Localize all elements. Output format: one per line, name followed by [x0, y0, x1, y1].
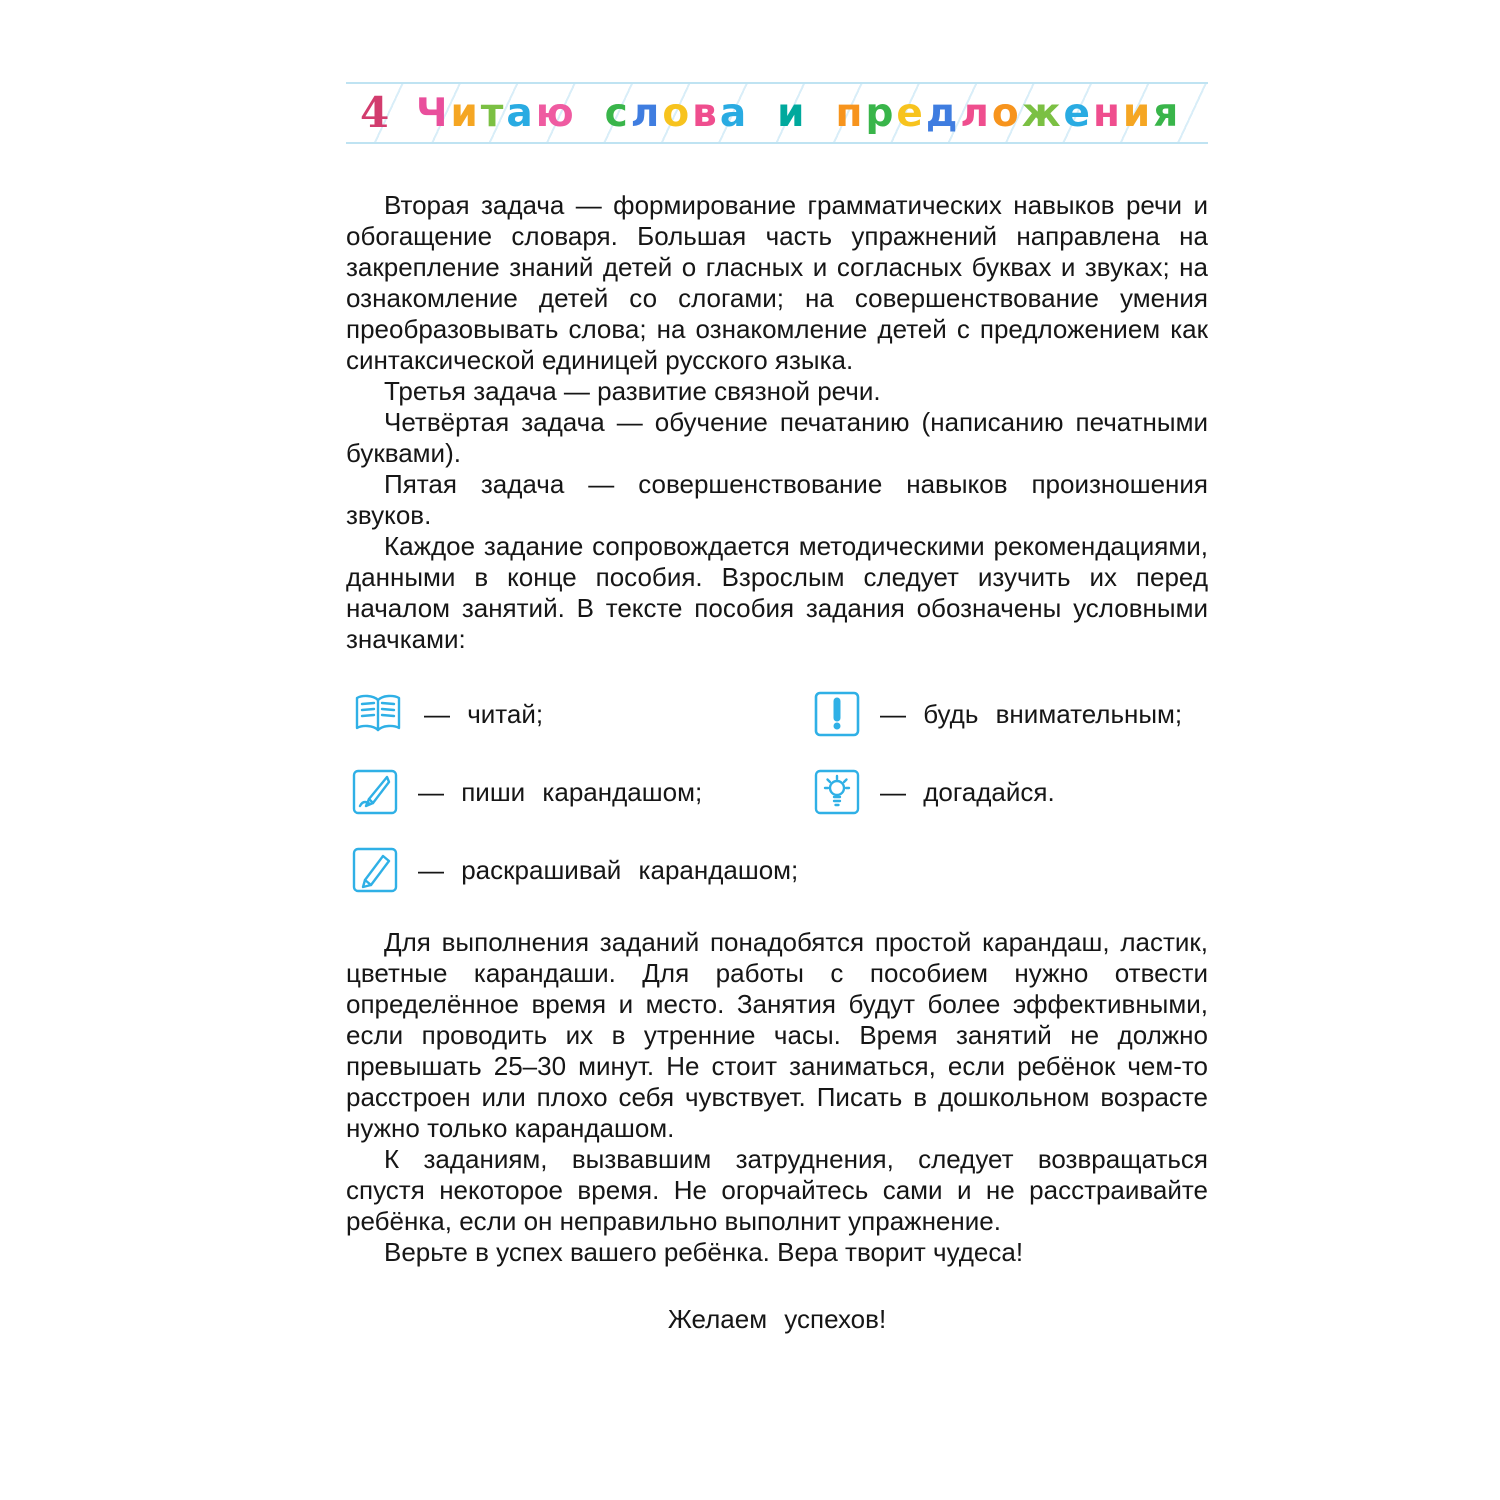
paragraph-materials: Для выполнения заданий понадобятся простой карандаш, ластик, цветные карандаши. Для работы с пособием нужно отвести определённое время и место. Занятия будут более эффективными, если проводить их в утренние часы. Время занятий не должно превышать 25–30 минут. Не стоит заниматься, если ребёнок чем-то расстроен или плохо себя чувствует. Писать в дошкольном возрасте нужно только карандашом. — [346, 927, 1208, 1143]
legend-label-read: — читай; — [424, 698, 544, 729]
legend-label-attention: — будь внимательным; — [880, 698, 1183, 729]
attention-icon — [814, 691, 860, 737]
paragraph-believe: Верьте в успех вашего ребёнка. Вера творит чудеса! — [384, 1237, 1024, 1267]
legend-item-attention — [814, 691, 1208, 737]
paragraph-task-5: Пятая задача — совершенствование навыков произношения звуков. — [346, 469, 1208, 530]
legend-label-guess: — догадайся. — [880, 776, 1055, 807]
paragraph-task-3: Третья задача — развитие связной речи. — [384, 376, 881, 406]
legend-label-color: — раскрашивай карандашом; — [418, 854, 799, 885]
color-icon — [352, 847, 398, 893]
legend — [352, 691, 1208, 893]
legend-label-write: — пиши карандашом; — [418, 776, 703, 807]
page-content — [346, 82, 1208, 1335]
read-icon — [352, 692, 404, 736]
guess-icon — [814, 769, 860, 815]
paragraph-retry: К заданиям, вызвавшим затруднения, следует возвращаться спустя некоторое время. Не огорчайтесь сами и не расстраивайте ребёнка, если он неправильно выполнит упражнение. — [346, 1144, 1208, 1236]
paragraph-task-4: Четвёртая задача — обучение печатанию (написанию печатными буквами). — [346, 407, 1208, 468]
page-header — [346, 82, 1208, 144]
legend-item-color — [352, 847, 814, 893]
page-title: Читаю слова и предложения — [415, 90, 1182, 136]
paragraph-task-2: Вторая задача — формирование грамматических навыков речи и обогащение словаря. Большая часть упражнений направлена на закрепление знаний детей о гласных и согласных буквах и звуках; на ознакомление детей со слогами; на совершенствование умения преобразовывать слова; на ознакомление детей с предложением как синтаксической единицей русского языка. — [346, 190, 1208, 375]
paragraph-legend-intro: Каждое задание сопровождается методическими рекомендациями, данными в конце пособия. Взрослым следует изучить их перед началом занятий. В тексте пособия задания обозначены условными значками: — [346, 531, 1208, 654]
closing-wish: Желаем успехов! — [667, 1304, 887, 1334]
body-text — [346, 190, 1208, 1335]
legend-item-guess — [814, 769, 1208, 815]
legend-item-write — [352, 769, 814, 815]
page-number: 4 — [360, 88, 390, 137]
write-icon — [352, 769, 398, 815]
legend-item-read — [352, 691, 814, 737]
